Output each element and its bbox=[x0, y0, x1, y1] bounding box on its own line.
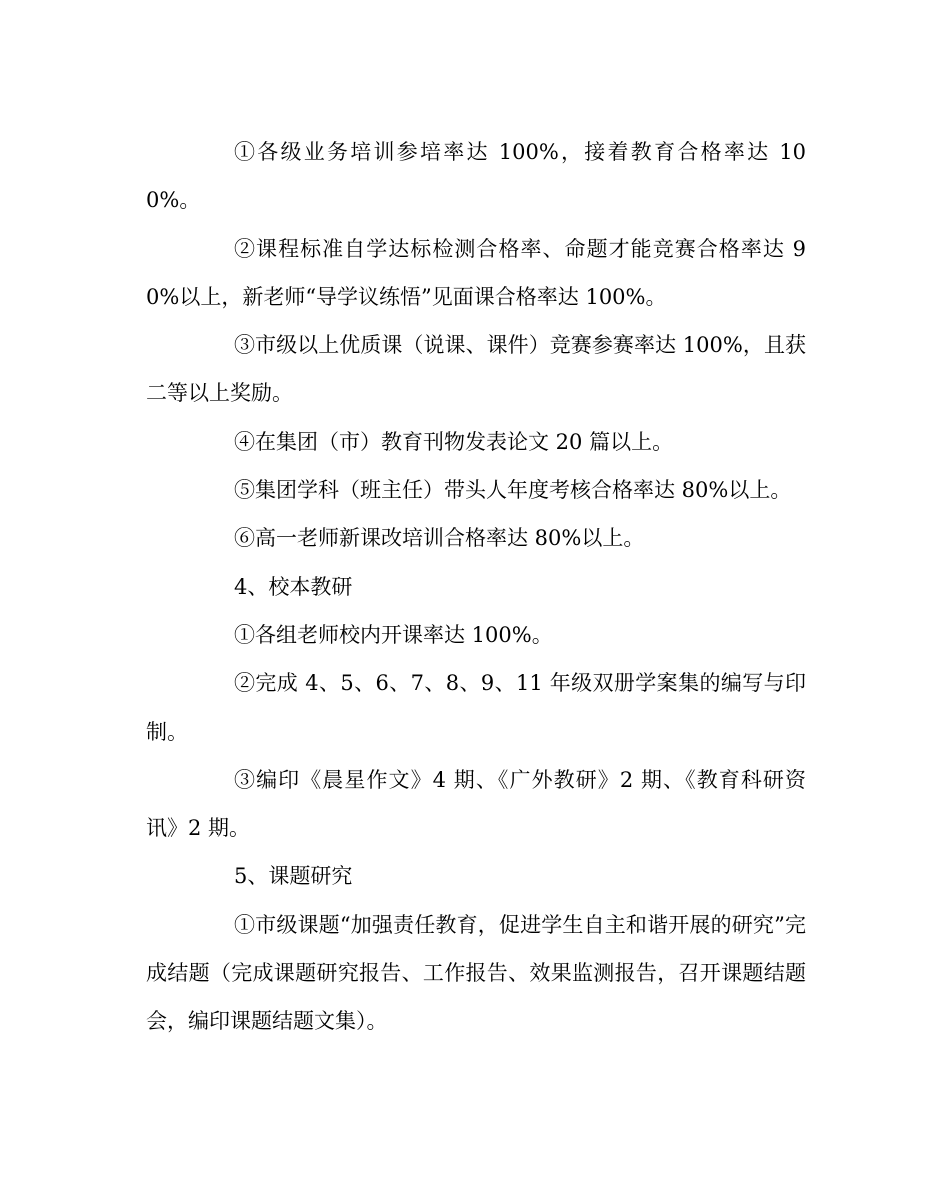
section-heading-project-research: 5、课题研究 bbox=[234, 864, 353, 889]
paragraph-curriculum-standard: ②课程标准自学达标检测合格率、命题才能竞赛合格率达 90%以上，新老师“导学议练悟”见面课合格率达 100%。 bbox=[146, 236, 806, 309]
paragraph-study-guides: ②完成 4、5、6、7、8、9、11 年级双册学案集的编写与印制。 bbox=[146, 671, 806, 744]
paragraph-city-project: ①市级课题“加强责任教育，促进学生自主和谐开展的研究”完成结题（完成课题研究报告、工作报告、效果监测报告，召开课题结题会，编印课题结题文集）。 bbox=[146, 912, 806, 1034]
paragraph-subject-leader: ⑤集团学科（班主任）带头人年度考核合格率达 80%以上。 bbox=[234, 478, 792, 503]
paragraph-training-rate: ①各级业务培训参培率达 100%，接着教育合格率达 100%。 bbox=[146, 140, 806, 213]
section-heading-school-research: 4、校本教研 bbox=[234, 574, 353, 599]
paragraph-papers: ④在集团（市）教育刊物发表论文 20 篇以上。 bbox=[234, 429, 674, 454]
paragraph-publications: ③编印《晨星作文》4 期、《广外教研》2 期、《教育科研资讯》2 期。 bbox=[146, 767, 806, 841]
paragraph-open-class-rate: ①各组老师校内开课率达 100%。 bbox=[234, 622, 553, 647]
document-body bbox=[146, 128, 806, 1046]
paragraph-quality-course: ③市级以上优质课（说课、课件）竞赛参赛率达 100%，且获二等以上奖励。 bbox=[146, 333, 806, 406]
paragraph-new-curriculum-training: ⑥高一老师新课改培训合格率达 80%以上。 bbox=[234, 526, 645, 551]
